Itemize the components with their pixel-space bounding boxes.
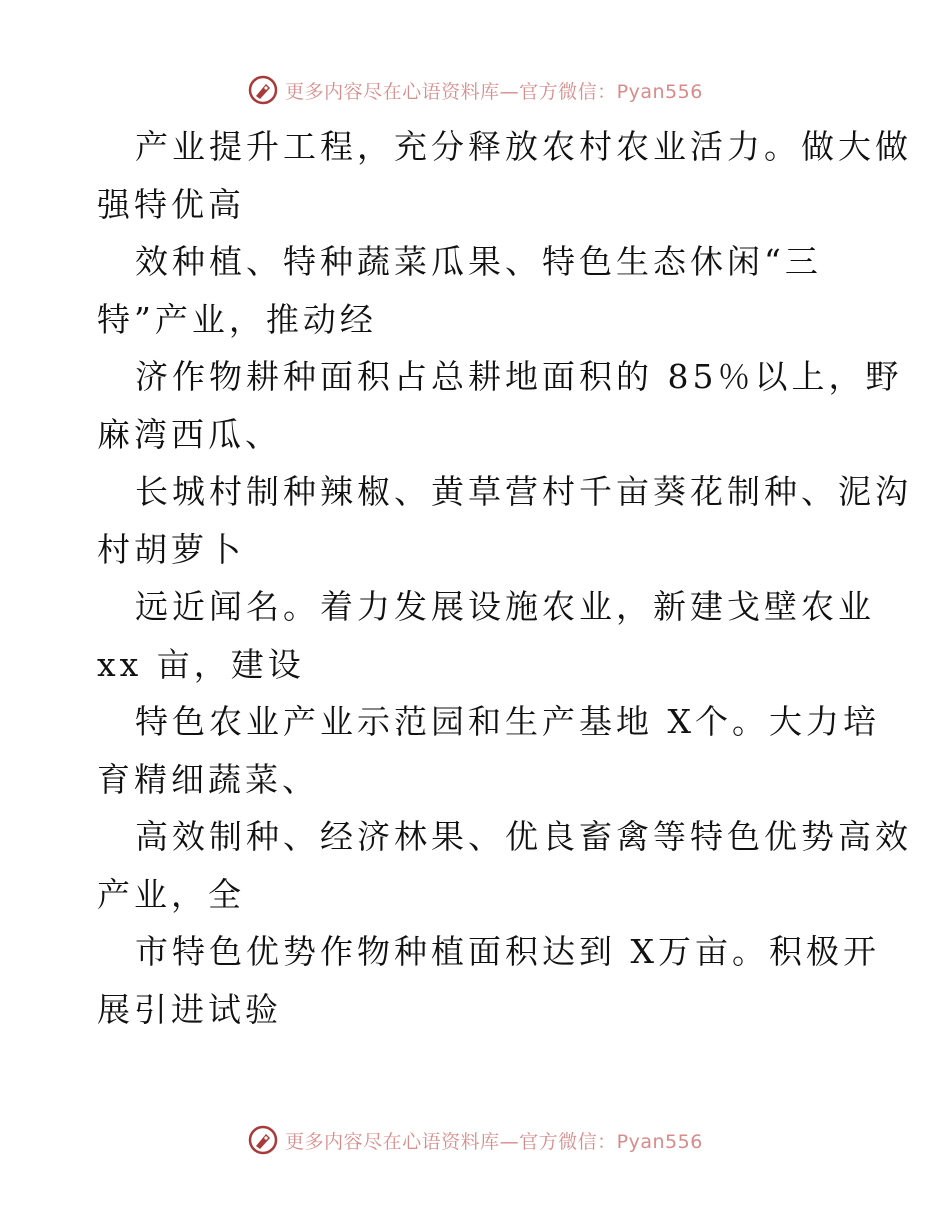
- header-watermark-text: 更多内容尽在心语资料库—官方微信：Pyan556: [285, 80, 703, 103]
- text-line: 村胡萝卜: [97, 529, 245, 569]
- text-line: 产业，全: [97, 874, 245, 914]
- pen-nib-logo-icon: [247, 74, 279, 106]
- text-line: 高效制种、经济林果、优良畜禽等特色优势高效: [135, 817, 912, 856]
- text-line: 市特色优势作物种植面积达到 X万亩。积极开: [135, 932, 880, 971]
- text-line: 特”产业，推动经: [97, 299, 377, 339]
- pen-nib-logo-icon: [247, 1124, 279, 1156]
- text-line: 强特优高: [97, 184, 245, 224]
- text-line: xx 亩，建设: [97, 644, 305, 684]
- document-body: [97, 118, 912, 1038]
- text-line: 长城村制种辣椒、黄草营村千亩葵花制种、泥沟: [135, 472, 912, 511]
- text-line: 济作物耕种面积占总耕地面积的 85％以上，野: [135, 357, 903, 396]
- text-line: 效种植、特种蔬菜瓜果、特色生态休闲“三: [135, 242, 822, 281]
- footer-watermark: [0, 1120, 950, 1160]
- text-line: 育精细蔬菜、: [97, 759, 319, 799]
- text-line: 展引进试验: [97, 989, 282, 1029]
- text-line: 产业提升工程，充分释放农村农业活力。做大做: [135, 127, 912, 166]
- text-line: 远近闻名。着力发展设施农业，新建戈壁农业: [135, 587, 875, 626]
- header-watermark: [0, 70, 950, 110]
- text-line: 特色农业产业示范园和生产基地 X个。大力培: [135, 702, 880, 741]
- text-line: 麻湾西瓜、: [97, 414, 282, 454]
- footer-watermark-text: 更多内容尽在心语资料库—官方微信：Pyan556: [285, 1130, 703, 1153]
